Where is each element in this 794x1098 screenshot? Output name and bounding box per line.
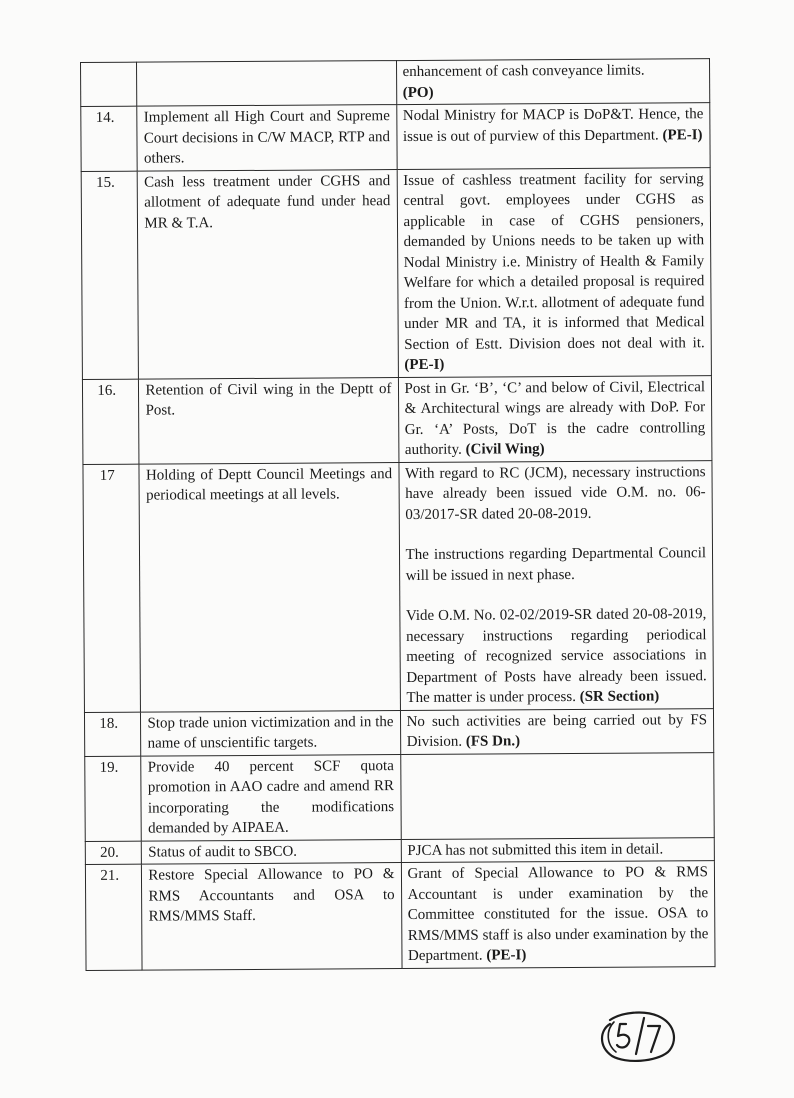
reply-text: Post in Gr. ‘B’, ‘C’ and below of Civil, Electrical & Architectural wings are already with DoP. For Gr. ‘A’ Posts, DoT is the cadre controlling authority. [404,378,706,459]
issue-text: Retention of Civil wing in the Deptt of Post. [139,377,399,464]
section-tag: (PE-I) [404,356,445,374]
section-tag: (FS Dn.) [465,733,521,750]
item-number: 14. [81,106,138,171]
paragraph-gap [405,523,706,545]
reply-cell [401,861,715,968]
reply-text: PJCA has not submitted this item in detail. [407,840,664,859]
item-number: 15. [81,171,139,379]
reply-cell [398,375,712,462]
reply-cell [400,752,714,839]
reply-cell [396,103,710,169]
section-tag: (PE-I) [486,947,527,964]
issue-text: Cash less treatment under CGHS and allotment of adequate fund under head MR & T.A. [138,169,398,379]
paragraph-gap [406,584,707,606]
item-number: 16. [82,379,139,464]
handwritten-page-mark [596,1010,678,1064]
reply-cell [396,59,710,105]
reply-cell [400,708,714,754]
section-tag: (PO) [402,84,434,101]
reply-text: No such activities are being carried out by FS Division. [406,711,708,751]
issue-text: Restore Special Allowance to PO & RMS Accountants and OSA to RMS/MMS Staff. [142,863,402,970]
reply-text: enhancement of cash conveyance limits. [402,62,645,81]
item-number: 18. [84,712,141,756]
issue-text: Status of audit to SBCO. [142,839,401,864]
reply-text: Nodal Ministry for MACP is DoP&T. Hence, the issue is out of purview of this Department. [402,106,704,145]
reply-cell [398,460,713,710]
item-number: 17 [83,464,141,712]
reply-text: Grant of Special Allowance to PO & RMS Accountant is under examination by the Committee constituted for the issue. OSA to RMS/MMS staff is also under examination by the Department. [407,864,709,965]
table-row [81,59,710,107]
issue-text: Provide 40 percent SCF quota promotion in AAO cadre and amend RR incorporating the modifications demanded by AIPAEA. [141,754,401,841]
item-number: 21. [85,864,142,970]
issue-text: Implement all High Court and Supreme Court decisions in C/W MACP, RTP and others. [137,105,396,171]
section-tag: (Civil Wing) [465,441,545,458]
reply-text: Issue of cashless treatment facility for serving central govt. employees under CGHS as applicable in case of CGHS pensioners, demanded by Unions needs to be taken up with Nodal Ministry i.e. Ministry of Health & Family Welfare for which a detailed proposal is required from the Union. W.r.t. allotment of adequate fund under MR and TA, it is informed that Medical Section of Estt. Division does not deal with it. [403,170,705,353]
table-row [82,375,712,464]
table-row [85,752,715,841]
issue-text [137,61,396,107]
section-tag: (PE-I) [662,126,703,143]
reply-text: With regard to RC (JCM), necessary instructions have already been issued vide O.M. no. 06-03/2017-SR dated 20-08-2019. [405,463,706,523]
reply-text: Vide O.M. No. 02-02/2019-SR dated 20-08-2019, necessary instructions regarding periodical meeting of recognized service associations in Department of Posts have already been issued. The matter is under process. [405,606,707,707]
item-number: 19. [85,756,142,841]
item-number [81,62,138,106]
table-row [83,460,714,712]
table-row [85,861,715,970]
reply-cell [397,167,712,377]
issue-text: Stop trade union victimization and in the name of unscientific targets. [141,710,400,756]
reply-cell [401,837,715,862]
issue-text: Holding of Deptt Council Meetings and periodical meetings at all levels. [139,462,400,712]
reply-text: The instructions regarding Departmental Council will be issued in next phase. [405,545,707,584]
issues-table [80,58,716,970]
table-row [81,103,710,171]
table-row [81,167,711,379]
page-mark-drawing [596,1010,678,1064]
item-number: 20. [85,841,142,865]
section-tag: (SR Section) [579,688,660,705]
table-row [84,708,713,756]
